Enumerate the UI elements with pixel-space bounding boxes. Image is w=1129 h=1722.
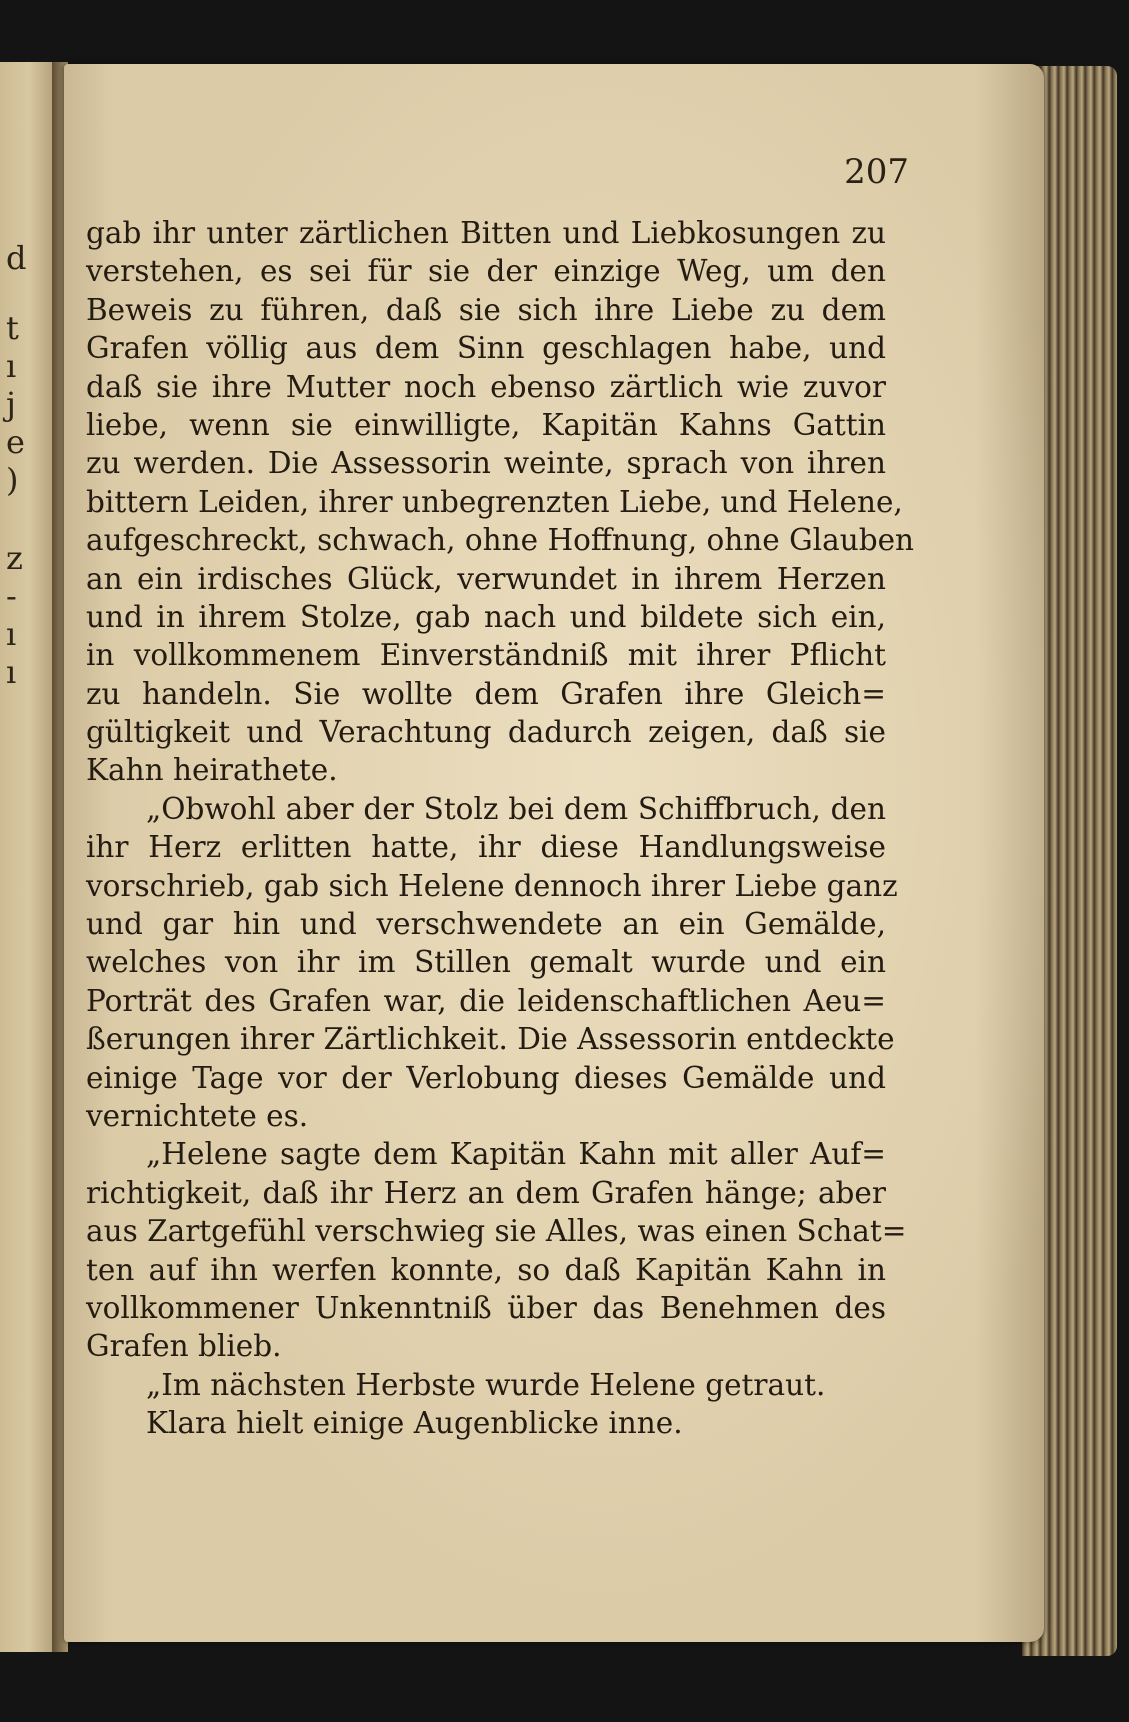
- text-line: vorschrieb, gab sich Helene dennoch ihrer Liebe ganz: [86, 868, 898, 903]
- text-line: an ein irdisches Glück, verwundet in ihrem Herzen: [86, 561, 886, 596]
- left-page-fragment: e: [6, 423, 25, 461]
- text-line: und gar hin und verschwendete an ein Gemälde,: [86, 907, 886, 942]
- left-page-fragment: ): [6, 461, 19, 499]
- text-line: einige Tage vor der Verlobung dieses Gemälde und: [86, 1060, 886, 1095]
- book-page: [64, 64, 1044, 1642]
- text-line: Grafen blieb.: [86, 1329, 282, 1364]
- text-line: und in ihrem Stolze, gab nach und bildete sich ein,: [86, 599, 886, 634]
- left-page-fragment: z: [6, 539, 23, 577]
- page-text: [86, 214, 915, 1443]
- text-line: vernichtete es.: [86, 1098, 309, 1133]
- text-line: „Obwohl aber der Stolz bei dem Schiffbruch, den: [146, 791, 886, 826]
- left-page-fragment: ı: [6, 653, 17, 691]
- page-number: 207: [844, 152, 909, 192]
- text-line: bittern Leiden, ihrer unbegrenzten Liebe, und Helene,: [86, 484, 903, 519]
- text-line: „Im nächsten Herbste wurde Helene getraut.: [146, 1367, 826, 1402]
- text-line: Grafen völlig aus dem Sinn geschlagen habe, und: [86, 331, 886, 366]
- text-line: richtigkeit, daß ihr Herz an dem Grafen hänge; aber: [86, 1175, 886, 1210]
- left-page-fragment: j: [6, 385, 16, 423]
- text-line: „Helene sagte dem Kapitän Kahn mit aller Auf=: [146, 1137, 886, 1172]
- text-line: welches von ihr im Stillen gemalt wurde und ein: [86, 945, 886, 980]
- text-line: zu werden. Die Assessorin weinte, sprach von ihren: [86, 446, 886, 481]
- left-page-fragment: -: [6, 577, 17, 615]
- text-line: aufgeschreckt, schwach, ohne Hoffnung, ohne Glauben: [86, 523, 915, 558]
- text-line: Klara hielt einige Augenblicke inne.: [146, 1406, 683, 1441]
- text-line: Kahn heirathete.: [86, 753, 338, 788]
- text-line: verstehen, es sei für sie der einzige Weg, um den: [86, 254, 886, 289]
- left-page-fragment: ı: [6, 347, 17, 385]
- text-line: vollkommener Unkenntniß über das Benehmen des: [86, 1290, 886, 1325]
- text-line: aus Zartgefühl verschwieg sie Alles, was einen Schat=: [86, 1214, 907, 1249]
- text-line: gab ihr unter zärtlichen Bitten und Liebkosungen zu: [86, 216, 886, 250]
- text-line: liebe, wenn sie einwilligte, Kapitän Kahns Gattin: [86, 407, 886, 442]
- text-line: ßerungen ihrer Zärtlichkeit. Die Assessorin entdeckte: [86, 1022, 895, 1057]
- text-line: ihr Herz erlitten hatte, ihr diese Handlungsweise: [86, 830, 886, 865]
- text-line: Beweis zu führen, daß sie sich ihre Liebe zu dem: [86, 292, 886, 327]
- text-line: gültigkeit und Verachtung dadurch zeigen, daß sie: [86, 715, 886, 750]
- text-line: in vollkommenem Einverständniß mit ihrer Pflicht: [86, 638, 886, 673]
- text-line: zu handeln. Sie wollte dem Grafen ihre Gleich=: [86, 676, 886, 711]
- left-page-edge: [0, 62, 54, 1652]
- left-page-fragment: d: [6, 239, 27, 277]
- left-page-fragment: t: [6, 309, 19, 347]
- text-line: ten auf ihn werfen konnte, so daß Kapitän Kahn in: [86, 1252, 886, 1287]
- text-line: daß sie ihre Mutter noch ebenso zärtlich wie zuvor: [86, 369, 886, 404]
- left-page-fragment: ı: [6, 615, 17, 653]
- text-line: Porträt des Grafen war, die leidenschaftlichen Aeu=: [86, 983, 886, 1018]
